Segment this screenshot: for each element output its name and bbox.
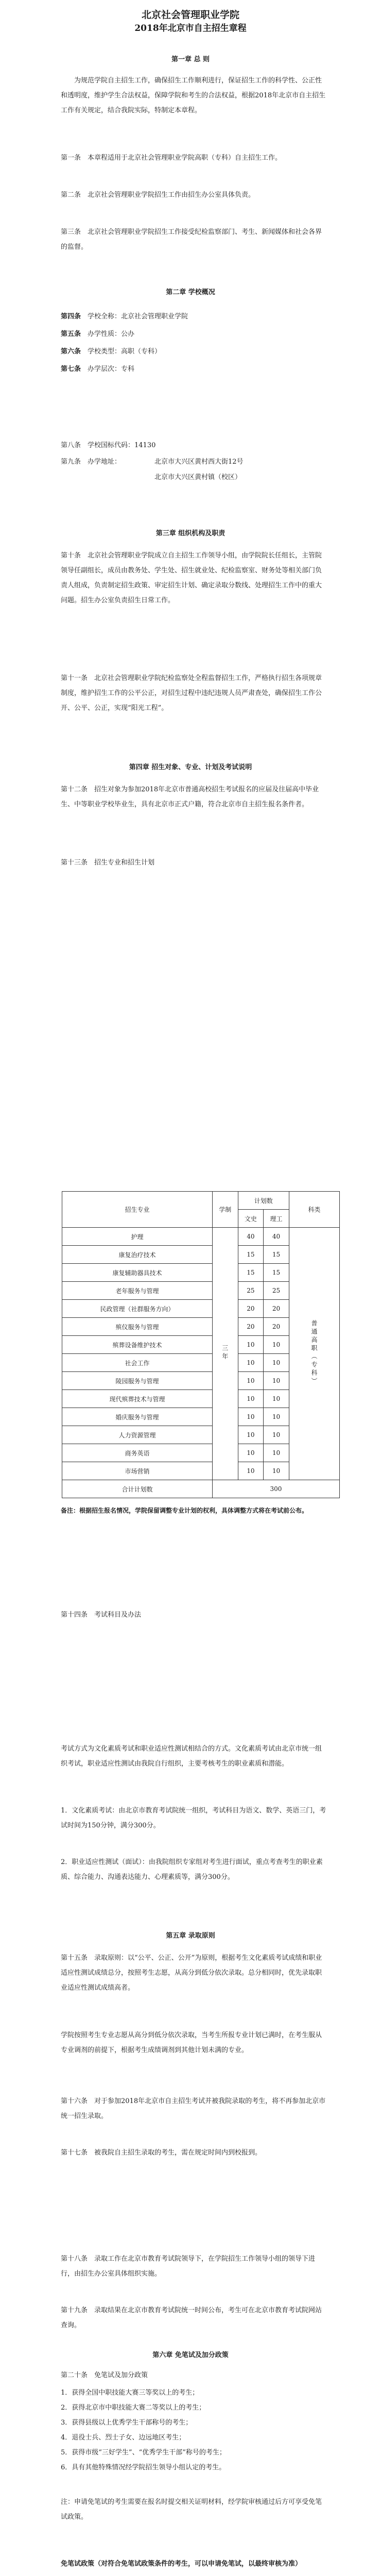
exemption-list bbox=[61, 2385, 326, 2475]
article-2: 第二条 北京社会管理职业学院招生工作由招生办公室具体负责。 bbox=[61, 191, 255, 199]
info-row: 第四条 学校全称：北京社会管理职业学院 bbox=[61, 313, 188, 320]
school-info-list bbox=[61, 308, 326, 378]
total-value: 300 bbox=[212, 1480, 339, 1498]
cell-science: 40 bbox=[264, 1228, 289, 1246]
enrollment-plan-table bbox=[62, 1191, 340, 1498]
info-row: 第五条 办学性质：公办 bbox=[61, 330, 135, 338]
table-row: 殡葬设备维护技术 10 10 bbox=[62, 1336, 340, 1354]
school-address-1: 北京市大兴区黄村西大街12号 bbox=[154, 458, 244, 466]
total-label: 合计计划数 bbox=[62, 1480, 213, 1498]
article-17: 第十七条 被我院自主招生录取的考生，需在规定时间内到校报到。 bbox=[61, 2149, 262, 2157]
chapter-1-paragraph: 为规范学院自主招生工作，确保招生工作顺利进行，保证招生工作的科学性、公正性和透明度，维护学生合法权益，保障学院和考生的合法权益，根据2018年北京市自主招生工作有关规定，结合我院实际，特制定本章程。 bbox=[61, 77, 326, 114]
article-20: 第二十条 免笔试及加分政策 bbox=[61, 2371, 148, 2379]
school-address-2: 北京市大兴区黄村镇（校区） bbox=[154, 473, 242, 481]
table-note: 备注：根据招生报名情况，学院保留调整专业计划的权利，具体调整方式将在考试前公布。 bbox=[61, 1507, 308, 1514]
school-code: 第八条 学校国标代码：14130 bbox=[61, 442, 156, 449]
header-subject: 科类 bbox=[289, 1192, 339, 1228]
table-row: 康复辅助器具技术 15 15 bbox=[62, 1264, 340, 1282]
article-10: 第十条 北京社会管理职业学院成立自主招生工作领导小组，由学院院长任组长，主管院领导任副组长，成员由教务处、学生处、招生就业处、纪检监察室、财务处等相关部门负责人组成，负责制定招生政策、审定招生计划、确定录取分数线、处理招生工作中的重大问题。招生办公室负责招生日常工作。 bbox=[61, 552, 322, 604]
table-row bbox=[62, 1228, 340, 1246]
table-row: 现代殡葬技术与管理 10 10 bbox=[62, 1390, 340, 1408]
cell-length: 三年 bbox=[212, 1228, 238, 1480]
chapter-6-heading: 第六章 免笔试及加分政策 bbox=[152, 2351, 229, 2359]
article-1: 第一条 本章程适用于北京社会管理职业学院高职（专科）自主招生工作。 bbox=[61, 154, 282, 162]
admission-adjust: 学院按照考生专业志愿从高分到低分依次录取，当考生所报专业计划已满时，在考生服从专业调剂的前提下，根据考生成绩调剂到其他计划未满的专业。 bbox=[61, 2031, 322, 2054]
info-row: 第七条 办学层次：专科 bbox=[61, 365, 135, 373]
cell-arts: 40 bbox=[238, 1228, 264, 1246]
header-plan: 计划数 bbox=[238, 1192, 289, 1210]
list-item: 2．获得北京市中职技能大赛二等奖以上的考生； bbox=[61, 2404, 206, 2412]
article-3: 第三条 北京社会管理职业学院招生工作接受纪检监察部门、考生、新闻媒体和社会各界的监督。 bbox=[61, 228, 322, 251]
table-row: 殡仪服务与管理 20 20 bbox=[62, 1318, 340, 1336]
header-science: 理工 bbox=[264, 1210, 289, 1228]
table-row: 老年服务与管理 25 25 bbox=[62, 1282, 340, 1300]
article-11: 第十一条 北京社会管理职业学院纪检监察处全程监督招生工作，严格执行招生各项规章制度，维护招生工作的公平公正，对招生过程中违纪违规人员严肃查处，确保招生工作公开、公平、公正，实现“阳光工程”。 bbox=[61, 674, 322, 712]
table-header-row bbox=[62, 1192, 340, 1210]
article-18: 第十八条 录取工作在北京市教育考试院领导下，在学院招生工作领导小组的领导下进行，由招生办公室具体组织实施。 bbox=[61, 2255, 316, 2278]
list-item: 1．获得全国中职技能大赛三等奖以上的考生； bbox=[61, 2389, 199, 2397]
school-address-label: 第九条 办学地址： bbox=[61, 458, 122, 466]
list-item: 3．获得县级以上优秀学生干部称号的考生； bbox=[61, 2419, 193, 2427]
article-12: 第十二条 招生对象为参加2018年北京市普通高校招生考试报名的应届及往届高中毕业生、中等职业学校毕业生，具有北京市正式户籍，符合北京市自主招生报名条件者。 bbox=[61, 786, 319, 808]
table-row: 市场营销 10 10 bbox=[62, 1462, 340, 1480]
document-title: 2018年北京市自主招生章程 bbox=[134, 23, 247, 33]
table-row: 民政管理（社群服务方向） 20 20 bbox=[62, 1300, 340, 1318]
table-row: 康复治疗技术 15 15 bbox=[62, 1246, 340, 1264]
chapter-1-heading: 第一章 总 则 bbox=[171, 56, 210, 63]
school-name: 北京社会管理职业学院 bbox=[141, 9, 239, 21]
cell-major: 护理 bbox=[62, 1228, 213, 1246]
info-row: 第六条 学校类型：高职（专科） bbox=[61, 348, 162, 355]
list-item: 4．退役士兵、烈士子女、边远地区考生； bbox=[61, 2434, 186, 2442]
chapter-3-heading: 第三章 组织机构及职责 bbox=[155, 530, 226, 537]
article-15: 第十五条 录取原则：以“公平、公正、公开”为原则，根据考生文化素质考试成绩和职业适应性测试成绩总分，按照考生志愿，从高分到低分依次录取。总分相同时，优先录取职业适应性测试成绩高者。 bbox=[61, 1954, 322, 1992]
chapter-4-heading: 第四章 招生对象、专业、计划及考试说明 bbox=[129, 764, 252, 771]
table-row: 陵园服务与管理 10 10 bbox=[62, 1372, 340, 1390]
list-item: 5．获得市级“三好学生”、“优秀学生干部”称号的考生； bbox=[61, 2449, 226, 2456]
exemption-note: 注：申请免笔试的考生需要在报名时提交相关证明材料，经学院审核通过后方可享受免笔试政策。 bbox=[61, 2498, 322, 2521]
cell-subject: 普通高职（专科） bbox=[289, 1228, 339, 1480]
table-total-row bbox=[62, 1480, 340, 1498]
table-row: 商务英语 10 10 bbox=[62, 1444, 340, 1462]
table-row: 人力资源管理 10 10 bbox=[62, 1426, 340, 1444]
exam-interview: 2．职业适应性测试（面试）：由我院组织专家组对考生进行面试，重点考查考生的职业素质、综合能力、沟通表达能力、心理素质等，满分300分。 bbox=[61, 1858, 323, 1881]
chapter-2-heading: 第二章 学校概况 bbox=[166, 289, 215, 296]
table-row: 社会工作 10 10 bbox=[62, 1354, 340, 1372]
exemption-policy-title: 免笔试政策（对符合免笔试政策条件的考生，可以申请免笔试，以最终审核为准） bbox=[61, 2560, 302, 2568]
article-13: 第十三条 招生专业和招生计划 bbox=[61, 859, 155, 867]
list-item: 6．具有其他特殊情况经学院招生领导小组认定的考生。 bbox=[61, 2464, 226, 2471]
header-arts: 文史 bbox=[238, 1210, 264, 1228]
table-row: 婚庆服务与管理 10 10 bbox=[62, 1408, 340, 1426]
article-16: 第十六条 对于参加2018年北京市自主招生考试并被我院录取的考生，将不再参加北京市统一招生录取。 bbox=[61, 2097, 326, 2120]
article-14: 第十四条 考试科目及办法 bbox=[61, 1611, 142, 1619]
exam-culture: 1．文化素质考试：由北京市教育考试院统一组织，考试科目为语文、数学、英语三门，考试时间为150分钟，满分300分。 bbox=[61, 1807, 326, 1829]
exam-description: 考试方式为文化素质考试和职业适应性测试相结合的方式。文化素质考试由北京市统一组织考试，职业适应性测试由我院自行组织，主要考核考生的职业素质和潜能。 bbox=[61, 1745, 322, 1768]
header-length: 学制 bbox=[212, 1192, 238, 1228]
header-major: 招生专业 bbox=[62, 1192, 213, 1228]
article-19: 第十九条 录取结果在北京市教育考试院统一时间公布，考生可在北京市教育考试院网站查询。 bbox=[61, 2307, 322, 2329]
chapter-5-heading: 第五章 录取原则 bbox=[166, 1932, 215, 1940]
